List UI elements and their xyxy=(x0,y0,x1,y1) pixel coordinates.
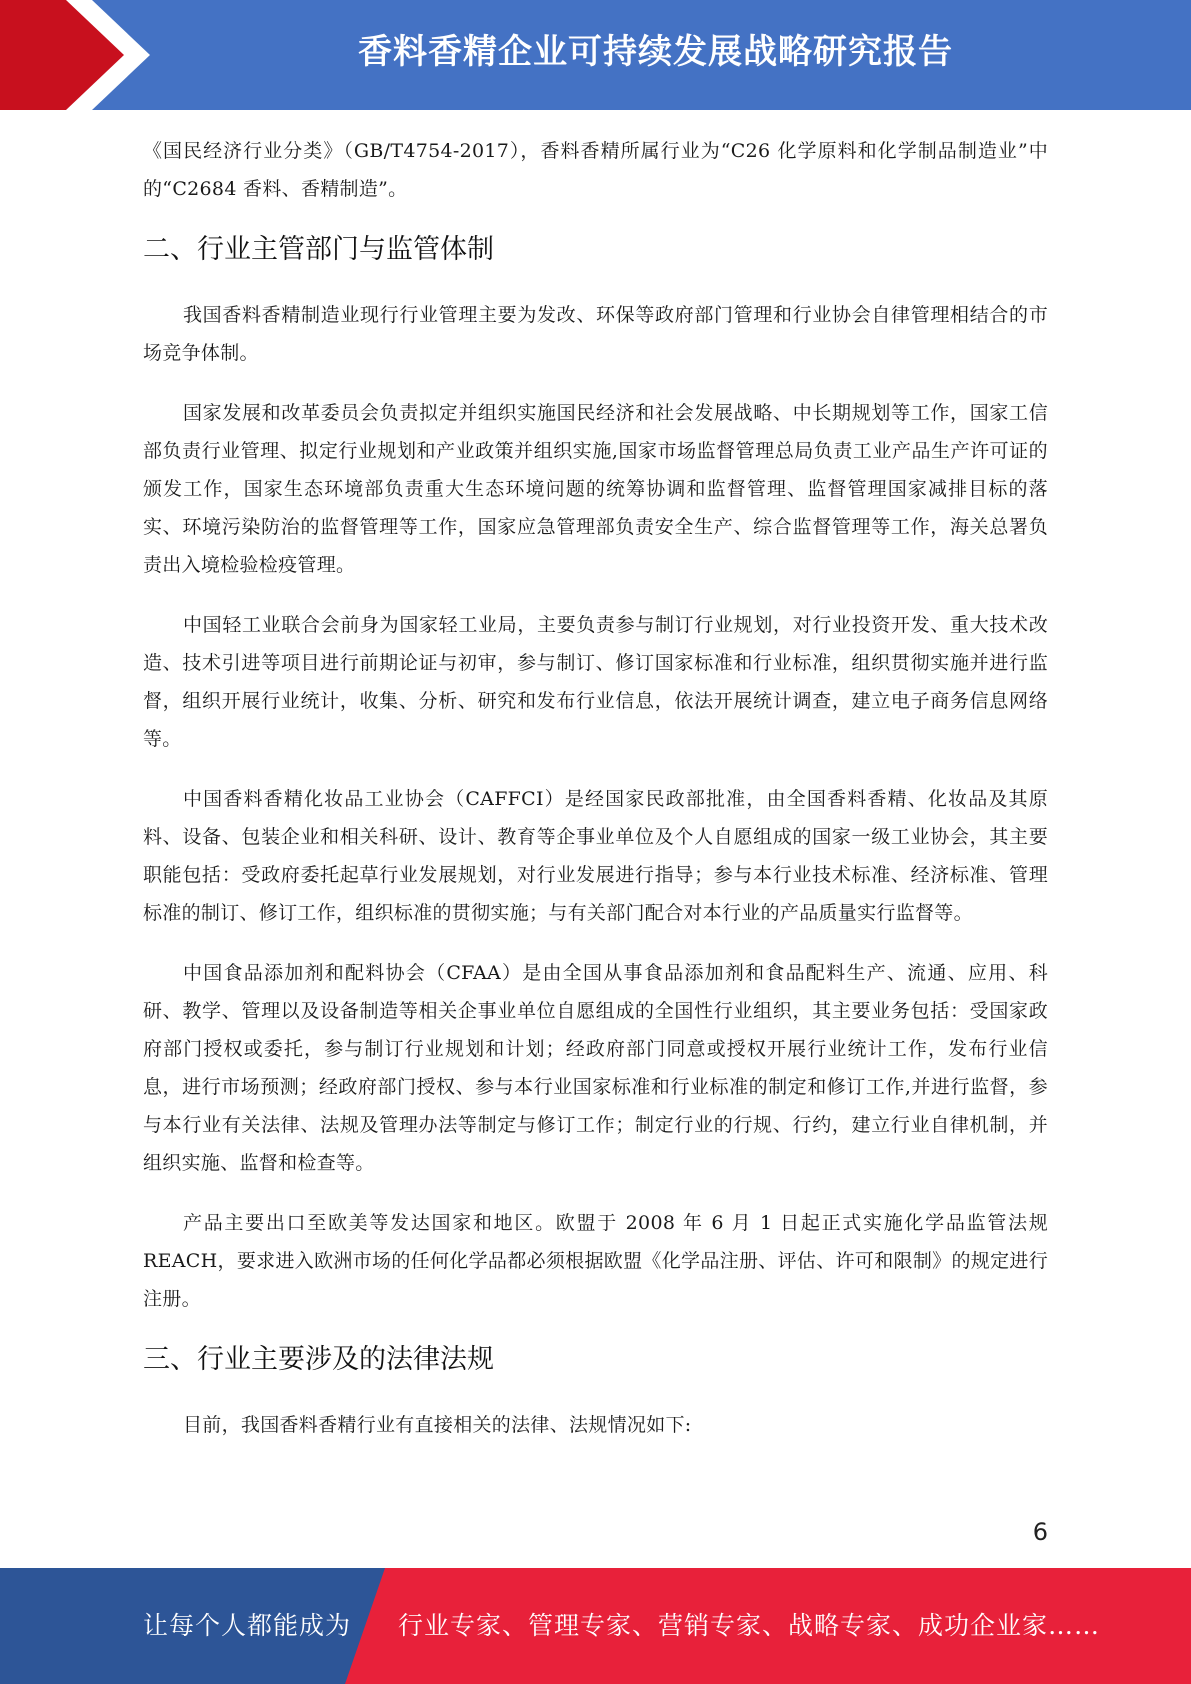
report-title: 香料香精企业可持续发展战略研究报告 xyxy=(358,32,953,72)
intro-paragraph: 《国民经济行业分类》（GB/T4754-2017），香料香精所属行业为“C26 化学原料和化学制品制造业”中的“C2684 香料、香精制造”。 xyxy=(143,140,1048,200)
body-paragraph: 我国香料香精制造业现行行业管理主要为发改、环保等政府部门管理和行业协会自律管理相结合的市场竞争体制。 xyxy=(143,304,1048,364)
body-paragraph: 中国食品添加剂和配料协会（CFAA）是由全国从事食品添加剂和食品配料生产、流通、应用、科研、教学、管理以及设备制造等相关企事业单位自愿组成的全国性行业组织，其主要业务包括：受国家政府部门授权或委托，参与制订行业规划和计划；经政府部门同意或授权开展行业统计工作，发布行业信息，进行市场预测；经政府部门授权、参与本行业国家标准和行业标准的制定和修订工作,并进行监督，参与本行业有关法律、法规及管理办法等制定与修订工作；制定行业的行规、行约，建立行业自律机制，并组织实施、监督和检查等。 xyxy=(143,962,1048,1174)
page-header xyxy=(0,0,1191,110)
body-paragraph: 国家发展和改革委员会负责拟定并组织实施国民经济和社会发展战略、中长期规划等工作，国家工信部负责行业管理、拟定行业规划和产业政策并组织实施,国家市场监督管理总局负责工业产品生产许可证的颁发工作，国家生态环境部负责重大生态环境问题的统筹协调和监督管理、监督管理国家减排目标的落实、环境污染防治的监督管理等工作，国家应急管理部负责安全生产、综合监督管理等工作，海关总署负责出入境检验检疫管理。 xyxy=(143,402,1048,576)
section-heading-2: 二、行业主管部门与监管体制 xyxy=(143,234,494,265)
document-body xyxy=(143,132,1048,1466)
page-number: 6 xyxy=(1032,1518,1048,1546)
body-paragraph: 中国轻工业联合会前身为国家轻工业局，主要负责参与制订行业规划，对行业投资开发、重大技术改造、技术引进等项目进行前期论证与初审，参与制订、修订国家标准和行业标准，组织贯彻实施并进行监督，组织开展行业统计，收集、分析、研究和发布行业信息，依法开展统计调查，建立电子商务信息网络等。 xyxy=(143,614,1048,750)
page-footer xyxy=(0,1568,1191,1684)
body-paragraph: 目前，我国香料香精行业有直接相关的法律、法规情况如下: xyxy=(183,1414,692,1436)
body-paragraph: 中国香料香精化妆品工业协会（CAFFCI）是经国家民政部批准，由全国香料香精、化妆品及其原料、设备、包装企业和相关科研、设计、教育等企事业单位及个人自愿组成的国家一级工业协会，其主要职能包括：受政府委托起草行业发展规划，对行业发展进行指导；参与本行业技术标准、经济标准、管理标准的制订、修订工作，组织标准的贯彻实施；与有关部门配合对本行业的产品质量实行监督等。 xyxy=(143,788,1048,924)
body-paragraph: 产品主要出口至欧美等发达国家和地区。欧盟于 2008 年 6 月 1 日起正式实施化学品监管法规 REACH，要求进入欧洲市场的任何化学品都必须根据欧盟《化学品注册、评估、许可和限制》的规定进行注册。 xyxy=(143,1212,1048,1310)
section-heading-3: 三、行业主要涉及的法律法规 xyxy=(143,1344,494,1375)
footer-slogan-right: 行业专家、管理专家、营销专家、战略专家、成功企业家…… xyxy=(398,1611,1101,1640)
footer-slogan-left: 让每个人都能成为 xyxy=(143,1611,352,1640)
